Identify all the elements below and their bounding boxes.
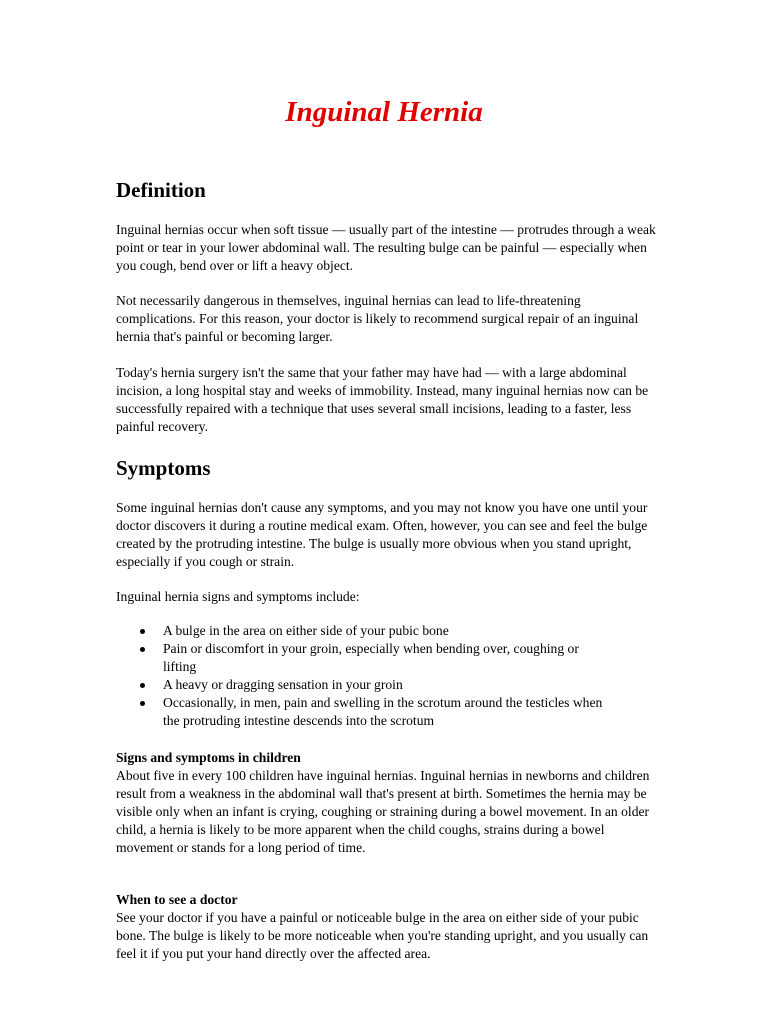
definition-paragraph-1: Inguinal hernias occur when soft tissue — usually part of the intestine — protrudes through a weak point or tear in your lower abdominal wall. The resulting bulge can be painful — especially when you cough, bend over or lift a heavy object. xyxy=(116,222,656,273)
list-item-text: Occasionally, in men, pain and swelling in the scrotum around the testicles when the protruding intestine descends into the scrotum xyxy=(163,695,603,728)
definition-paragraph-2: Not necessarily dangerous in themselves, inguinal hernias can lead to life-threatening complications. For this reason, your doctor is likely to recommend surgical repair of an inguinal hernia that's painful or becoming larger. xyxy=(116,293,639,344)
document-title: Inguinal Hernia xyxy=(285,96,483,128)
symptoms-list-intro: Inguinal hernia signs and symptoms include: xyxy=(116,589,360,604)
definition-paragraph-3: Today's hernia surgery isn't the same that your father may have had — with a large abdominal incision, a long hospital stay and weeks of immobility. Instead, many inguinal hernias now can be successfully repaired with a technique that uses several small incisions, leading to a faster, less painful recovery. xyxy=(116,365,649,434)
list-item-text: A heavy or dragging sensation in your groin xyxy=(163,677,403,692)
symptoms-paragraph-1: Some inguinal hernias don't cause any symptoms, and you may not know you have one until your doctor discovers it during a routine medical exam. Often, however, you can see and feel the bulge created by the protruding intestine. The bulge is usually more obvious when you stand upright, especially if you cough or strain. xyxy=(116,500,648,569)
children-heading: Signs and symptoms in children xyxy=(116,750,301,765)
bullet-icon xyxy=(140,629,145,634)
doctor-paragraph: See your doctor if you have a painful or noticeable bulge in the area on either side of your pubic bone. The bulge is likely to be more noticeable when you're standing upright, and you usually can feel it if you put your hand directly over the affected area. xyxy=(116,910,649,961)
bullet-icon xyxy=(140,683,145,688)
bullet-icon xyxy=(140,701,145,706)
bullet-icon xyxy=(140,647,145,652)
symptoms-heading: Symptoms xyxy=(116,456,211,480)
list-item-text: A bulge in the area on either side of your pubic bone xyxy=(163,623,449,638)
list-item xyxy=(116,622,613,640)
symptoms-list xyxy=(116,622,656,730)
list-item-text: Pain or discomfort in your groin, especially when bending over, coughing or lifting xyxy=(163,641,579,674)
children-paragraph: About five in every 100 children have inguinal hernias. Inguinal hernias in newborns and children result from a weakness in the abdominal wall that's present at birth. Sometimes the hernia may be visible only when an infant is crying, coughing or straining during a bowel movement. In an older child, a hernia is likely to be more apparent when the child coughs, strains during a bowel movement or stands for a long period of time. xyxy=(116,768,650,855)
definition-heading: Definition xyxy=(116,178,206,202)
list-item xyxy=(116,676,613,694)
list-item xyxy=(116,694,613,730)
doctor-heading: When to see a doctor xyxy=(116,892,238,907)
list-item xyxy=(116,640,613,676)
